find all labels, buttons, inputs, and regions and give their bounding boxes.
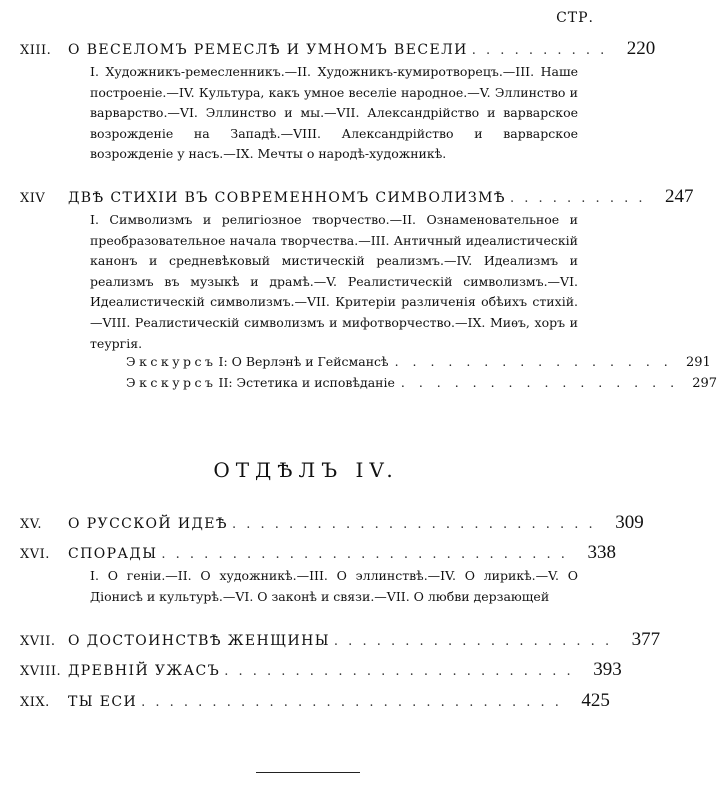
chapter-summary: I. Художникъ-ремесленникъ.—II. Художникъ-кумиротворецъ.—III. Наше построеніе.—IV. Культура, какъ умное веселіе народное.—V. Эллинство и варварство.—VI. Эллинство и мы.—VII. Александрійство и варварское возрожденіе на Западѣ.—VIII. Александрійство и варварское возрожденіе у насъ.—IX. Мечты о народѣ-художникѣ.	[90, 64, 578, 162]
chapter-title: О ДОСТОИНСТВѢ ЖЕНЩИНЫ	[68, 633, 330, 649]
dot-leader: . . . . . . . . . . . . . . . .	[400, 375, 680, 391]
excursus-label: Экскурсъ	[126, 375, 217, 391]
toc-entry-heading	[20, 38, 656, 62]
chapter-title: ДВѢ СТИХІИ ВЪ СОВРЕМЕННОМЪ СИМВОЛИЗМѢ	[68, 190, 506, 206]
chapter-number: XVI.	[20, 547, 50, 562]
chapter-number: XV.	[20, 517, 43, 532]
chapter-number: XVIII.	[20, 664, 62, 679]
chapter-title: СПОРАДЫ	[68, 546, 158, 562]
toc-entry-16	[20, 542, 616, 607]
excursus-page-number: 297	[692, 376, 717, 392]
excursus-title: II: Эстетика и исповѣданіе	[218, 375, 395, 391]
toc-entry-13	[20, 38, 656, 165]
chapter-number: XIX.	[20, 695, 50, 710]
chapter-page-number: 377	[631, 629, 661, 650]
chapter-page-number: 220	[626, 38, 656, 59]
chapter-title: О ВЕСЕЛОМЪ РЕМЕСЛѢ И УМНОМЪ ВЕСЕЛИ	[68, 42, 468, 58]
chapter-summary: I. Символизмъ и религіозное творчество.—II. Ознаменовательное и преобразовательное начала творчества.—III. Античный идеалистическій канонъ и средневѣковый мистическій реализмъ.—IV. Идеализмъ и реализмъ въ музыкѣ и драмѣ.—V. Реалистическій символизмъ.—VI. Идеалистическій символизмъ.—VII. Критеріи различенія обѣихъ стихій.—VIII. Реалистическій символизмъ и мифотворчество.—IX. Миѳъ, хоръ и теургія.	[90, 212, 578, 351]
chapter-number: XIII.	[20, 43, 52, 58]
chapter-title: О РУССКОЙ ИДЕѢ	[68, 516, 228, 532]
toc-entry-heading	[20, 186, 694, 210]
excursus-label: Экскурсъ	[126, 354, 217, 370]
chapter-page-number: 309	[615, 512, 644, 533]
chapter-title: ТЫ ЕСИ	[68, 694, 138, 710]
dot-leader: . . . . . . . . . . . . . . . . . . . . . . . . . . . . . .	[141, 695, 562, 710]
bottom-rule-divider	[256, 772, 360, 773]
excursus-entry	[126, 354, 711, 375]
dot-leader: . . . . . . . . . . . . . . . . . . . .	[333, 634, 613, 649]
toc-entry-heading	[20, 629, 661, 653]
page-column-label: СТР.	[556, 10, 594, 26]
section-heading: ОТДѢЛЪ IV.	[213, 458, 399, 482]
chapter-page-number: 338	[587, 542, 616, 563]
excursus-page-number: 291	[685, 355, 711, 371]
chapter-page-number: 393	[593, 659, 622, 680]
chapter-number: XIV	[20, 191, 46, 206]
chapter-page-number: 425	[581, 690, 610, 711]
dot-leader: . . . . . . . . . . . . . . . .	[394, 354, 673, 370]
toc-entry-heading	[20, 542, 616, 566]
toc-entry-19	[20, 690, 610, 714]
toc-entry-heading	[20, 512, 644, 536]
dot-leader: . . . . . . . . . . . . . . . . . . . . . . . . . .	[231, 517, 596, 532]
chapter-title: ДРЕВНІЙ УЖАСЪ	[68, 663, 221, 679]
chapter-number: XVII.	[20, 634, 56, 649]
toc-entry-18	[20, 659, 622, 683]
toc-entry-17	[20, 629, 661, 653]
dot-leader: . . . . . . . . . . . . . . . . . . . . . . . . . . . . .	[161, 547, 568, 562]
toc-entry-heading	[20, 659, 622, 683]
dot-leader: . . . . . . . . . . . . . . . . . . . . . . . . .	[224, 664, 574, 679]
toc-entry-15	[20, 512, 644, 536]
chapter-page-number: 247	[664, 186, 694, 207]
toc-entry-heading	[20, 690, 610, 714]
toc-entry-14	[20, 186, 717, 396]
chapter-summary: I. О геніи.—II. О художникѣ.—III. О эллинствѣ.—IV. О лирикѣ.—V. О Діонисѣ и культурѣ.—VI. О законѣ и связи.—VII. О любви дерзающей	[90, 568, 578, 604]
dot-leader: . . . . . . . . . .	[471, 43, 608, 58]
excursus-title: I: О Верлэнѣ и Гейсманcѣ	[218, 354, 389, 370]
excursus-entry	[126, 375, 717, 396]
dot-leader: . . . . . . . . . .	[509, 191, 646, 206]
